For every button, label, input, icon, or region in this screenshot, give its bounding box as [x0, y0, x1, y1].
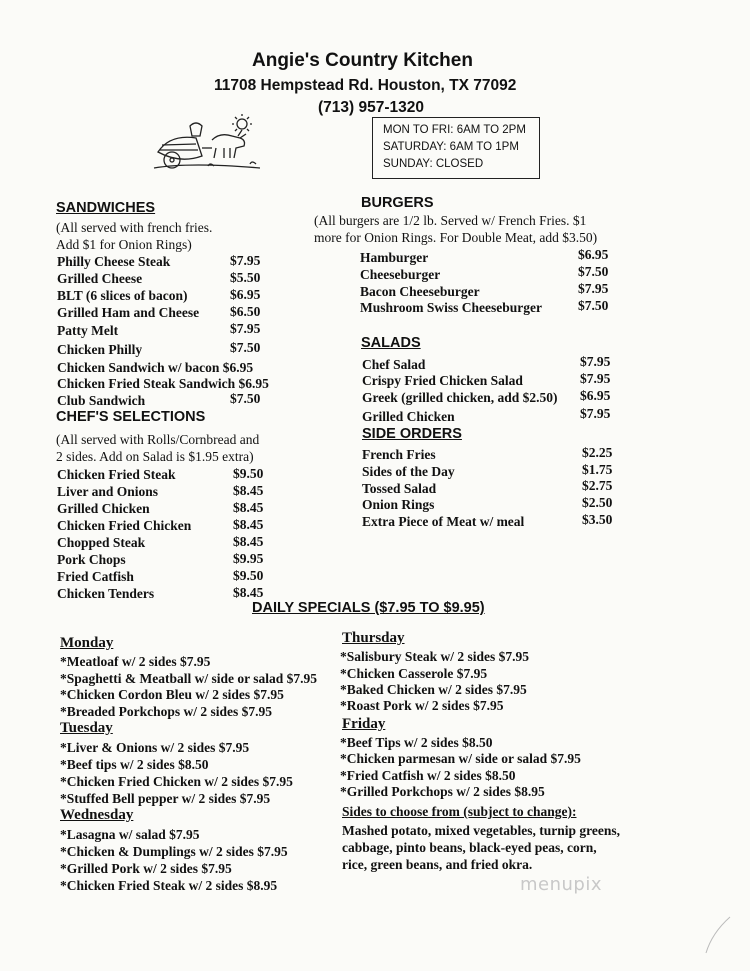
special-item: *Chicken parmesan w/ side or salad $7.95 — [340, 751, 581, 766]
hours-saturday: SATURDAY: 6AM TO 1PM — [383, 141, 519, 153]
menu-item-name: Grilled Ham and Cheese — [57, 305, 200, 320]
special-item: *Chicken & Dumplings w/ 2 sides $7.95 — [60, 844, 288, 859]
special-item: *Grilled Porkchops w/ 2 sides $8.95 — [340, 784, 545, 799]
salads-heading: SALADS — [361, 335, 421, 351]
menu-item-price: $8.45 — [233, 517, 264, 532]
chefs-note: 2 sides. Add on Salad is $1.95 extra) — [56, 449, 254, 464]
menu-item-price: $7.95 — [580, 371, 611, 386]
special-item: *Liver & Onions w/ 2 sides $7.95 — [60, 740, 250, 755]
menu-item-name: BLT (6 slices of bacon) — [57, 288, 188, 303]
special-item: *Roast Pork w/ 2 sides $7.95 — [340, 698, 504, 713]
special-item: *Grilled Pork w/ 2 sides $7.95 — [60, 861, 232, 876]
menu-item-name: Chicken Fried Steak Sandwich $6.95 — [57, 376, 269, 391]
menu-item-price: $3.50 — [582, 512, 613, 527]
hours-sunday: SUNDAY: CLOSED — [383, 158, 484, 170]
menu-item-price: $1.75 — [582, 462, 613, 477]
menu-item-name: Mushroom Swiss Cheeseburger — [360, 300, 542, 315]
menu-item-name: Hamburger — [360, 250, 429, 265]
menu-item-name: Liver and Onions — [57, 484, 159, 499]
special-item: *Meatloaf w/ 2 sides $7.95 — [60, 654, 211, 669]
menu-item-price: $6.95 — [578, 247, 609, 262]
sides-choice-line: cabbage, pinto beans, black-eyed peas, corn, — [342, 840, 597, 855]
restaurant-name: Angie's Country Kitchen — [252, 50, 473, 71]
scan-mark — [700, 915, 740, 955]
special-item: *Beef tips w/ 2 sides $8.50 — [60, 757, 209, 772]
menu-item-name: Extra Piece of Meat w/ meal — [362, 514, 525, 529]
menu-item-price: $7.95 — [580, 406, 611, 421]
restaurant-phone: (713) 957-1320 — [318, 99, 424, 116]
menu-item-price: $8.45 — [233, 483, 264, 498]
menu-item-price: $6.50 — [230, 304, 261, 319]
special-item: *Baked Chicken w/ 2 sides $7.95 — [340, 682, 527, 697]
menu-item-price: $8.45 — [233, 500, 264, 515]
day-heading-monday: Monday — [60, 635, 114, 651]
menu-item-name: Grilled Chicken — [57, 501, 150, 516]
menu-item-price: $7.50 — [230, 340, 261, 355]
menu-item-name: Chicken Fried Steak — [57, 467, 176, 482]
sides-choice-line: Mashed potato, mixed vegetables, turnip greens, — [342, 823, 620, 838]
menu-item-price: $7.95 — [580, 354, 611, 369]
hours-box — [372, 117, 540, 179]
menu-item-name: Crispy Fried Chicken Salad — [362, 373, 523, 388]
chefs-note: (All served with Rolls/Cornbread and — [56, 432, 260, 447]
menu-item-name: Pork Chops — [57, 552, 126, 567]
menu-item-price: $9.50 — [233, 466, 264, 481]
sandwiches-note: Add $1 for Onion Rings) — [56, 237, 192, 252]
menu-item-name: Bacon Cheeseburger — [360, 284, 480, 299]
burgers-heading: BURGERS — [361, 195, 434, 211]
day-heading-wednesday: Wednesday — [60, 807, 134, 823]
menu-item-name: Sides of the Day — [362, 464, 455, 479]
special-item: *Chicken Fried Chicken w/ 2 sides $7.95 — [60, 774, 293, 789]
cow-wagon-illustration — [150, 112, 270, 182]
menu-item-price: $2.25 — [582, 445, 613, 460]
menu-item-price: $7.95 — [230, 253, 261, 268]
menu-item-name: Greek (grilled chicken, add $2.50) — [362, 390, 558, 405]
menu-item-price: $7.50 — [578, 298, 609, 313]
menu-item-price: $6.95 — [230, 287, 261, 302]
menu-item-name: Cheeseburger — [360, 267, 441, 282]
menu-item-name: Chicken Fried Chicken — [57, 518, 192, 533]
special-item: *Breaded Porkchops w/ 2 sides $7.95 — [60, 704, 273, 719]
menu-item-price: $7.95 — [230, 321, 261, 336]
menu-item-price: $7.50 — [230, 391, 261, 406]
menu-item-name: Chopped Steak — [57, 535, 146, 550]
side-orders-heading: SIDE ORDERS — [362, 426, 462, 442]
sandwiches-heading: SANDWICHES — [56, 200, 156, 216]
menu-item-name: Club Sandwich — [57, 393, 146, 408]
special-item: *Fried Catfish w/ 2 sides $8.50 — [340, 768, 516, 783]
menu-item-price: $2.75 — [582, 478, 613, 493]
special-item: *Chicken Fried Steak w/ 2 sides $8.95 — [60, 878, 278, 893]
menu-item-price: $8.45 — [233, 585, 264, 600]
special-item: *Salisbury Steak w/ 2 sides $7.95 — [340, 649, 530, 664]
sides-choice-line: rice, green beans, and fried okra. — [342, 857, 533, 872]
menu-item-price: $9.95 — [233, 551, 264, 566]
menu-item-name: Chicken Tenders — [57, 586, 155, 601]
menu-item-name: Chicken Sandwich w/ bacon $6.95 — [57, 360, 254, 375]
menu-item-name: Fried Catfish — [57, 569, 134, 584]
special-item: *Lasagna w/ salad $7.95 — [60, 827, 200, 842]
sides-choice-heading: Sides to choose from (subject to change): — [342, 804, 577, 819]
burgers-note: more for Onion Rings. For Double Meat, add $3.50) — [314, 230, 598, 245]
day-heading-friday: Friday — [342, 716, 386, 732]
chefs-selections-heading: CHEF'S SELECTIONS — [56, 409, 206, 425]
burgers-note: (All burgers are 1/2 lb. Served w/ French Fries. $1 — [314, 213, 587, 228]
special-item: *Beef Tips w/ 2 sides $8.50 — [340, 735, 493, 750]
hours-weekday: MON TO FRI: 6AM TO 2PM — [383, 124, 526, 136]
menu-item-name: French Fries — [362, 447, 436, 462]
sandwiches-note: (All served with french fries. — [56, 220, 213, 235]
menu-item-price: $7.50 — [578, 264, 609, 279]
menu-item-name: Onion Rings — [362, 497, 435, 512]
special-item: *Chicken Cordon Bleu w/ 2 sides $7.95 — [60, 687, 284, 702]
special-item: *Stuffed Bell pepper w/ 2 sides $7.95 — [60, 791, 271, 806]
menu-item-price: $7.95 — [578, 281, 609, 296]
special-item: *Chicken Casserole $7.95 — [340, 666, 488, 681]
special-item: *Spaghetti & Meatball w/ side or salad $7.95 — [60, 671, 318, 686]
menu-item-name: Patty Melt — [57, 323, 119, 338]
menu-item-price: $5.50 — [230, 270, 261, 285]
menu-item-name: Grilled Chicken — [362, 409, 455, 424]
menu-item-name: Grilled Cheese — [57, 271, 143, 286]
menu-item-name: Chef Salad — [362, 357, 426, 372]
menu-item-price: $8.45 — [233, 534, 264, 549]
watermark: menupix — [520, 874, 603, 895]
daily-specials-heading: DAILY SPECIALS ($7.95 TO $9.95) — [252, 600, 485, 616]
day-heading-thursday: Thursday — [342, 630, 405, 646]
menu-item-price: $2.50 — [582, 495, 613, 510]
menu-item-name: Philly Cheese Steak — [57, 254, 171, 269]
menu-item-price: $9.50 — [233, 568, 264, 583]
menu-item-price: $6.95 — [580, 388, 611, 403]
menu-item-name: Tossed Salad — [362, 481, 437, 496]
restaurant-address: 11708 Hempstead Rd. Houston, TX 77092 — [214, 77, 517, 94]
menu-item-name: Chicken Philly — [57, 342, 143, 357]
day-heading-tuesday: Tuesday — [60, 720, 113, 736]
